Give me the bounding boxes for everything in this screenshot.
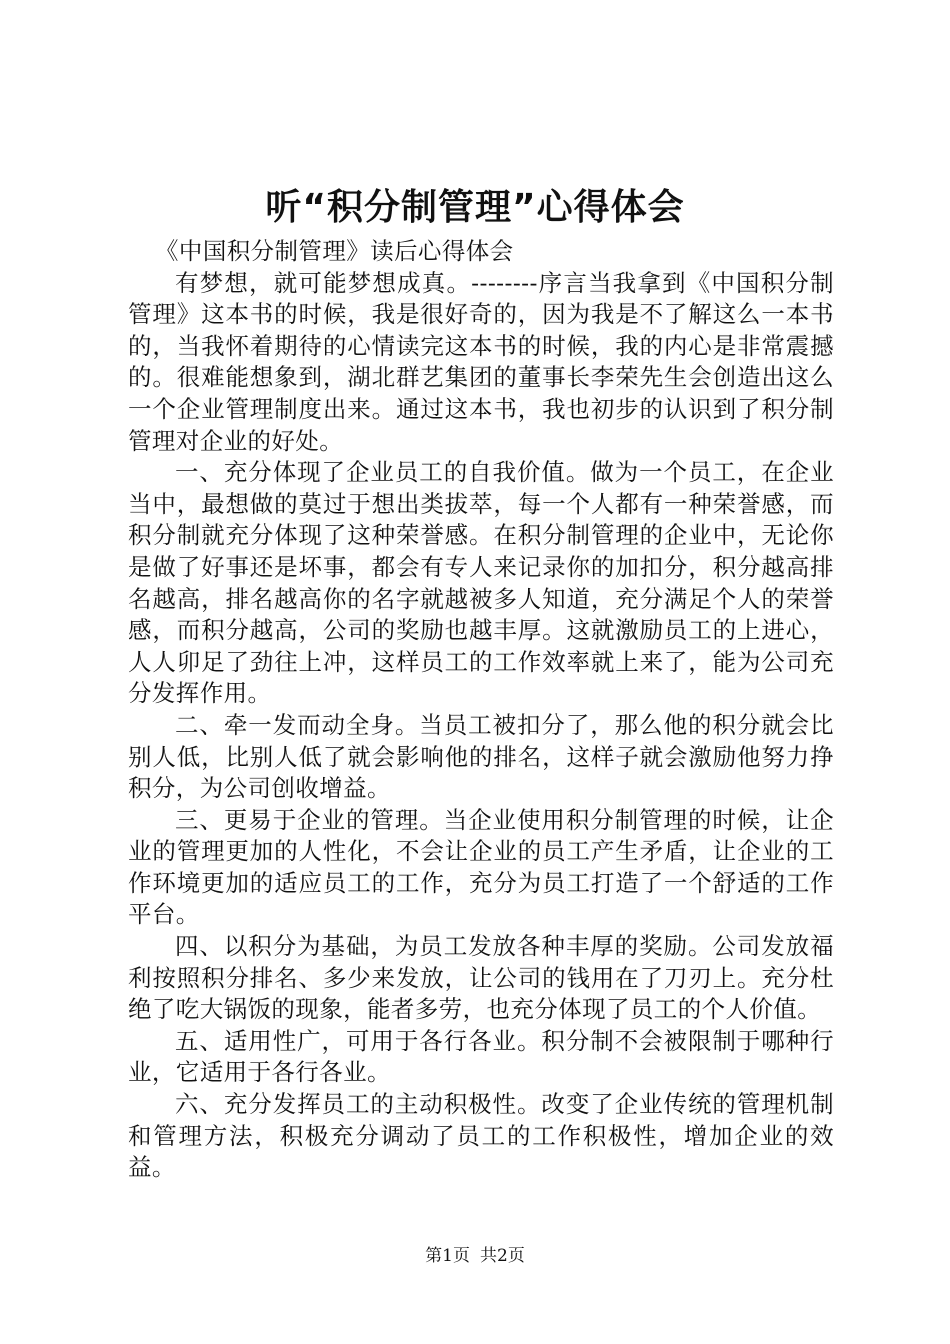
- paragraph-intro: 有梦想，就可能梦想成真。--------序言当我拿到《中国积分制管理》这本书的时候，我是很好奇的，因为我是不了解这么一本书的，当我怀着期待的心情读完这本书的时候，我的内心是非常震撼的。很难能想象到，湖北群艺集团的董事长李荣先生会创造出这么一个企业管理制度出来。通过这本书，我也初步的认识到了积分制管理对企业的好处。: [128, 268, 834, 455]
- document-title: 听“积分制管理”心得体会: [265, 187, 685, 228]
- paragraph-point-6: 六、充分发挥员工的主动积极性。改变了企业传统的管理机制和管理方法，积极充分调动了员工的工作积极性，增加企业的效益。: [128, 1090, 834, 1182]
- document-subtitle: 《中国积分制管理》读后心得体会: [155, 237, 514, 265]
- paragraph-point-3: 三、更易于企业的管理。当企业使用积分制管理的时候，让企业的管理更加的人性化，不会让企业的员工产生矛盾，让企业的工作环境更加的适应员工的工作，充分为员工打造了一个舒适的工作平台。: [128, 805, 834, 929]
- paragraph-point-5: 五、适用性广，可用于各行各业。积分制不会被限制于哪种行业，它适用于各行各业。: [128, 1026, 834, 1087]
- page-number-total: 共2页: [480, 1246, 525, 1266]
- page-footer: [0, 1244, 950, 1268]
- paragraph-point-4: 四、以积分为基础，为员工发放各种丰厚的奖励。公司发放福利按照积分排名、多少来发放，让公司的钱用在了刀刃上。充分杜绝了吃大锅饭的现象，能者多劳，也充分体现了员工的个人价值。: [128, 932, 834, 1024]
- document-body: [128, 236, 834, 1184]
- paragraph-point-2: 二、牵一发而动全身。当员工被扣分了，那么他的积分就会比别人低，比别人低了就会影响他的排名，这样子就会激励他努力挣积分，为公司创收增益。: [128, 710, 834, 803]
- paragraph-point-1: 一、充分体现了企业员工的自我价值。做为一个员工，在企业当中，最想做的莫过于想出类拔萃，每一个人都有一种荣誉感，而积分制就充分体现了这种荣誉感。在积分制管理的企业中，无论你是做了好事还是坏事，都会有专人来记录你的加扣分，积分越高排名越高，排名越高你的名字就越被多人知道，充分满足个人的荣誉感，而积分越高，公司的奖励也越丰厚。这就激励员工的上进心，人人卯足了劲往上冲，这样员工的工作效率就上来了，能为公司充分发挥作用。: [128, 458, 834, 708]
- page-number-current: 第1页: [425, 1246, 470, 1266]
